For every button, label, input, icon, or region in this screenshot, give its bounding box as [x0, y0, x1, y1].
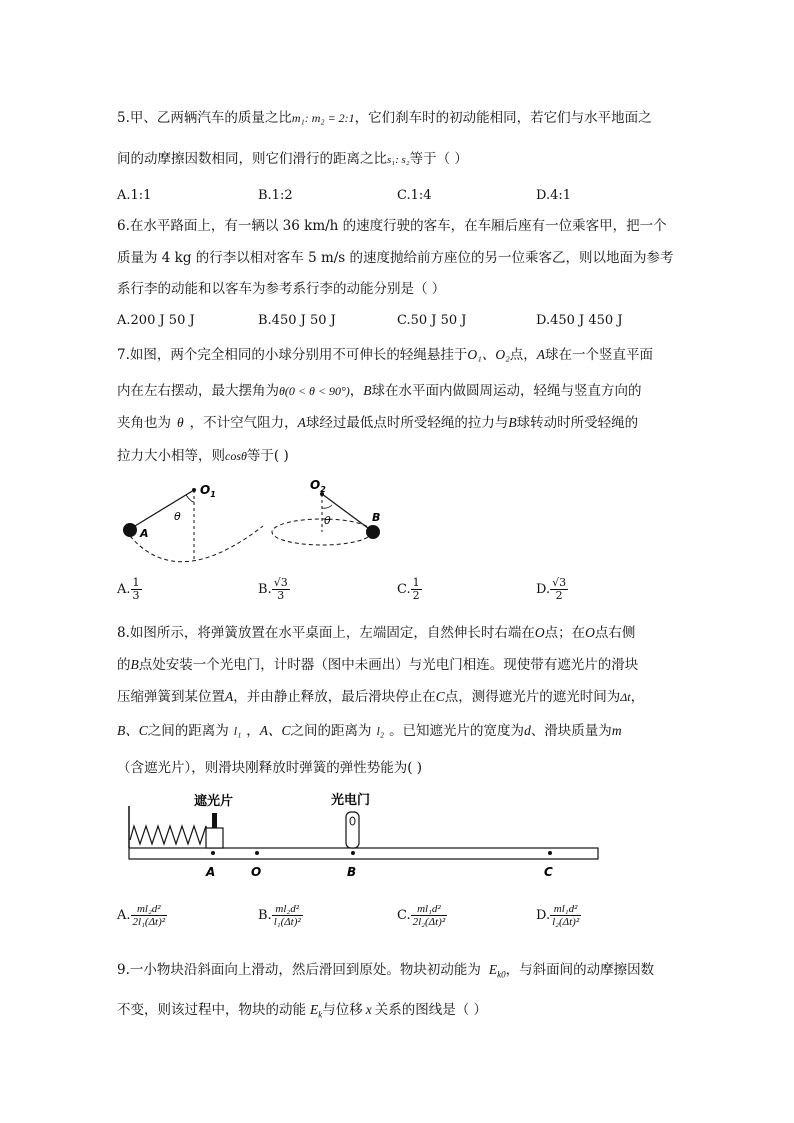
- m-ref: m: [611, 723, 622, 738]
- option-label: C.: [397, 908, 411, 923]
- point-a-ref: A: [225, 689, 234, 704]
- q5-line-1: [117, 109, 652, 127]
- spring-track-figure: [124, 786, 604, 882]
- q5-option-a[interactable]: A.1:1: [117, 188, 152, 203]
- q8-option-c[interactable]: [397, 903, 447, 928]
- q8-text: 点，测得遮光片的遮光时间为: [444, 689, 621, 705]
- q7-text: 点，: [509, 347, 537, 363]
- numerator: ml₂d²: [131, 903, 168, 916]
- swing-arc: [130, 526, 263, 562]
- numerator: 1: [132, 576, 140, 589]
- angle-arc-a: [186, 495, 194, 502]
- x-symbol: x: [365, 1002, 372, 1017]
- q8-line-4: [117, 722, 622, 740]
- pendulum-figure: [118, 474, 398, 570]
- q7-text: 等于( ): [246, 448, 289, 464]
- label-theta-a: θ: [174, 510, 181, 523]
- point-b-ref: B: [130, 657, 139, 672]
- q5-option-d[interactable]: D.4:1: [536, 188, 572, 203]
- ball-b: [366, 525, 380, 539]
- option-fraction: [272, 903, 303, 928]
- q7-option-b[interactable]: [258, 577, 290, 602]
- q7-line-2: [117, 382, 642, 400]
- q5-text: ，它们刹车时的初动能相同，若它们与水平地面之: [354, 110, 652, 126]
- option-fraction: [131, 577, 142, 602]
- q8-text: 之间的距离为: [290, 723, 372, 739]
- slider-block: [206, 828, 223, 848]
- point-c: [548, 851, 552, 855]
- q6-option-b[interactable]: B.450 J 50 J: [258, 313, 336, 328]
- q9-text: 9.一小物块沿斜面向上滑动，然后滑回到原处。物块初动能为: [117, 962, 481, 978]
- q8-text: 点处安装一个光电门，计时器（图中未画出）与光电门相连。现使带有遮光片的滑块: [138, 657, 639, 673]
- option-fraction: [411, 903, 448, 928]
- q8-text: 点；在: [544, 625, 586, 641]
- q9-text: 关系的图线是（ ）: [374, 1002, 488, 1018]
- q6-line-1: 6.在水平路面上，有一辆以 36 km/h 的速度行驶的客车，在车厢后座有一位乘客甲，把一个: [117, 218, 667, 234]
- q8-option-b[interactable]: [258, 903, 303, 928]
- q7-text: 拉力大小相等，则: [117, 448, 225, 464]
- q7-text: 球经过最低点时所受轻绳的拉力与: [305, 415, 509, 431]
- q5-text: 5.甲、乙两辆汽车的质量之比: [117, 110, 292, 126]
- denominator: 2l₁(Δt)²: [132, 916, 166, 928]
- ball-a: [123, 523, 137, 537]
- q7-option-d[interactable]: [536, 577, 568, 602]
- q8-text: 之间的距离为: [147, 723, 229, 739]
- option-label: D.: [536, 582, 551, 597]
- q6-line-2: 质量为 4 kg 的行李以相对客车 5 m/s 的速度抛给前方座位的另一位乘客乙，则以地面为参考: [117, 250, 674, 266]
- q9-text: ，与斜面间的动摩擦因数: [505, 962, 655, 978]
- q5-text: 等于（ ）: [409, 151, 468, 167]
- label-theta-b: θ: [324, 514, 331, 527]
- angle-range: θ(0 < θ < 90°): [279, 384, 350, 398]
- label-shading-plate: 遮光片: [194, 794, 234, 809]
- q7-text: 球转动时所受轻绳的: [516, 415, 639, 431]
- denominator: 2: [555, 589, 563, 602]
- ek0-subscript: k0: [497, 969, 506, 980]
- q7-option-a[interactable]: [117, 577, 142, 602]
- delta-t: Δt: [620, 690, 631, 704]
- angle-arc-b: [322, 505, 332, 508]
- q8-text: ，: [246, 723, 260, 739]
- points-bc: B、C: [117, 723, 148, 738]
- q7-text: 内在左右摆动，最大摆角为: [117, 383, 279, 399]
- numerator: ml₂d²: [272, 903, 303, 916]
- numerator: √3: [552, 576, 567, 589]
- q9-line-1: [117, 961, 654, 984]
- spring: [130, 826, 208, 844]
- l2-ref: l₂: [376, 724, 385, 738]
- ball-a-ref: A: [536, 347, 546, 362]
- option-fraction: [550, 903, 581, 928]
- q8-line-5: （含遮光片），则滑块刚释放时弹簧的弹性势能为( ): [117, 760, 423, 776]
- q8-text: ，: [630, 689, 645, 705]
- l1-ref: l₁: [233, 724, 242, 738]
- option-label: A.: [117, 908, 131, 923]
- ball-a-ref: A: [297, 415, 306, 430]
- label-a: A: [140, 527, 149, 540]
- q7-option-c[interactable]: [397, 577, 422, 602]
- q8-option-d[interactable]: [536, 903, 581, 928]
- option-label: A.: [117, 582, 131, 597]
- q7-text: 球在一个竖直平面: [545, 347, 654, 363]
- q8-text: 压缩弹簧到某位置: [117, 689, 225, 705]
- option-label: C.: [397, 582, 411, 597]
- numerator: 1: [412, 576, 420, 589]
- q6-option-d[interactable]: D.450 J 450 J: [536, 313, 623, 328]
- ball-b-ref: B: [363, 383, 372, 398]
- option-fraction: [272, 577, 290, 602]
- q9-line-2: [117, 1001, 487, 1024]
- theta-ref: θ: [177, 415, 184, 430]
- point-o-ref: O: [534, 625, 545, 640]
- ek0-symbol: E: [488, 962, 498, 977]
- q8-option-a[interactable]: [117, 903, 167, 928]
- denominator: 2: [412, 589, 420, 602]
- option-label: B.: [258, 908, 272, 923]
- q7-text: ，不计空气阻力，: [189, 415, 298, 431]
- point-b: [351, 851, 355, 855]
- q5-option-c[interactable]: C.1:4: [397, 188, 432, 203]
- shading-plate: [212, 813, 217, 828]
- q8-text: ，并由静止释放，最后滑块停止在: [233, 689, 436, 705]
- q6-option-c[interactable]: C.50 J 50 J: [397, 313, 467, 328]
- q9-text: 不变，则该过程中，物块的动能: [117, 1002, 306, 1018]
- d-ref: d: [524, 723, 531, 738]
- label-b: B: [347, 865, 357, 879]
- q7-text: 夹角也为: [117, 415, 171, 431]
- point-c-ref: C: [435, 689, 445, 704]
- ball-b-ref: B: [508, 415, 517, 430]
- points-ac: A、C: [259, 723, 291, 738]
- q7-text: 球在水平面内做圆周运动，轻绳与竖直方向的: [371, 383, 642, 399]
- q9-text: 与位移: [322, 1002, 363, 1018]
- q8-line-1: [117, 624, 635, 642]
- distance-ratio: s₁: s₂: [387, 154, 410, 166]
- q7-line-4: [117, 447, 289, 465]
- q8-text: 、滑块质量为: [530, 723, 612, 739]
- q5-line-2: [117, 150, 468, 169]
- point-a: [211, 851, 215, 855]
- option-fraction: [550, 577, 568, 602]
- q7-text: 7.如图，两个完全相同的小球分别用不可伸长的轻绳悬挂于: [117, 347, 468, 363]
- q5-option-b[interactable]: B.1:2: [258, 188, 293, 203]
- q8-text: 。已知遮光片的宽度为: [389, 723, 525, 739]
- point-o: [255, 851, 259, 855]
- q8-line-3: [117, 688, 644, 706]
- option-label: D.: [536, 908, 551, 923]
- q8-line-2: [117, 656, 638, 674]
- option-label: B.: [258, 582, 272, 597]
- ek-symbol: E: [310, 1002, 319, 1017]
- pivot-labels: O₁、O₂: [467, 347, 510, 362]
- option-fraction: [411, 577, 422, 602]
- denominator: l₁(Δt)²: [273, 916, 301, 928]
- q8-text: 点右侧: [594, 625, 636, 641]
- string-a: [130, 490, 194, 529]
- label-a: A: [206, 865, 216, 879]
- point-o-ref: O: [585, 625, 595, 640]
- numerator: ml₁d²: [550, 903, 581, 916]
- denominator: l₂(Δt)²: [552, 916, 580, 928]
- denominator: 3: [277, 589, 285, 602]
- label-o: O: [251, 865, 262, 879]
- numerator: √3: [273, 576, 288, 589]
- q6-option-a[interactable]: A.200 J 50 J: [117, 313, 195, 328]
- label-b: B: [372, 511, 381, 524]
- q7-text: ，: [349, 383, 364, 399]
- q7-line-1: [117, 346, 653, 364]
- option-fraction: [131, 903, 168, 928]
- denominator: 2l₂(Δt)²: [412, 916, 446, 928]
- denominator: 3: [132, 589, 140, 602]
- label-photogate: 光电门: [331, 793, 371, 808]
- q8-text: 8.如图所示，将弹簧放置在水平桌面上，左端固定，自然伸长时右端在: [117, 625, 535, 641]
- cos-theta: cosθ: [225, 449, 247, 463]
- track: [129, 848, 598, 859]
- mass-ratio: m₁: m₂ = 2:1: [291, 111, 355, 125]
- pivot-o1: [192, 488, 196, 492]
- label-o1: $O_1$: [200, 483, 216, 499]
- label-o2: $O_2$: [310, 478, 326, 494]
- q7-line-3: [117, 414, 638, 432]
- q5-text: 间的动摩擦因数相同，则它们滑行的距离之比: [117, 151, 387, 167]
- numerator: ml₁d²: [411, 903, 448, 916]
- q6-line-3: 系行李的动能和以客车为参考系行李的动能分别是（ ）: [117, 281, 446, 297]
- ek-subscript: k: [318, 1009, 323, 1020]
- q8-text: 的: [117, 657, 131, 673]
- label-c: C: [544, 865, 553, 879]
